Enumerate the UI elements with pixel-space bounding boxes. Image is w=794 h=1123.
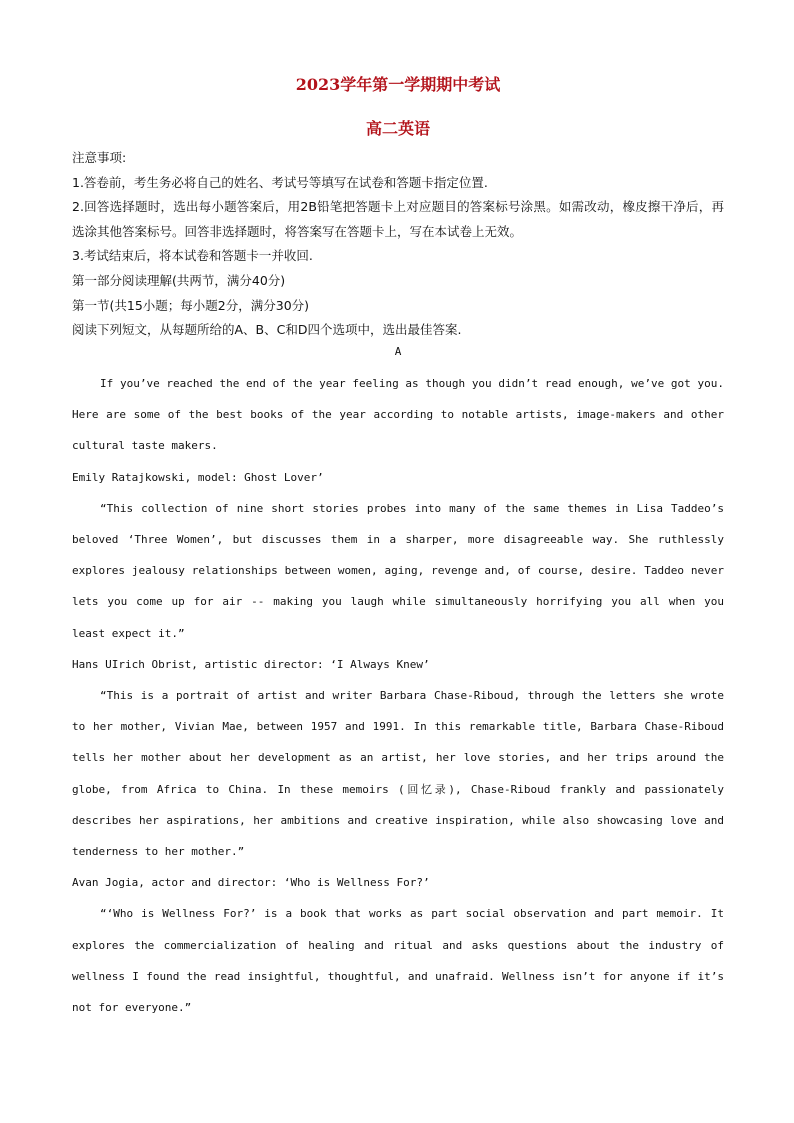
exam-subject: 高二英语 xyxy=(365,119,430,138)
reviewer-line: Avan Jogia, actor and director: ‘Who is Wellness For?’ xyxy=(72,876,430,890)
instruction-item: 1.答卷前，考生务必将自己的姓名、考试号等填写在试卷和答题卡指定位置. xyxy=(72,174,488,190)
passage-body xyxy=(72,368,724,1023)
review-quote: “This is a portrait of artist and writer Barbara Chase-Riboud, through the letters she wrote to her mother, Vivian Mae, between 1957 and 1991. In this remarkable title, Barbara Chase-Riboud tells her mother about her development as an artist, her love stories, and her trips around the globe, from Africa to China. In these memoirs (回忆录), Chase-Riboud frankly and passionately describes her aspirations, her ambitions and creative inspiration, while also showcasing love and tenderness to her mother.” xyxy=(72,689,724,859)
section-heading: 第一节(共15小题；每小题2分，满分30分) xyxy=(72,297,310,313)
reading-direction: 阅读下列短文，从每题所给的A、B、C和D四个选项中，选出最佳答案. xyxy=(72,322,462,338)
instructions-heading: 注意事项: xyxy=(72,150,127,165)
part-heading: 第一部分阅读理解(共两节，满分40分) xyxy=(72,272,286,288)
instruction-item: 2.回答选择题时，选出每小题答案后，用2B铅笔把答题卡上对应题目的答案标号涂黑。如需改动，橡皮擦干净后，再选涂其他答案标号。回答非选择题时，将答案写在答题卡上，写在本试卷上无效。 xyxy=(72,199,724,239)
exam-title: 2023学年第一学期期中考试 xyxy=(295,75,501,94)
reviewer-line: Hans UIrich Obrist, artistic director: ‘I Always Knew’ xyxy=(72,657,430,671)
review-quote: “‘Who is Wellness For?’ is a book that works as part social observation and part memoir. It explores the commercialization of healing and ritual and asks questions about the industry of wellness I found the read insightful, thoughtful, and unafraid. Wellness isn’t for anyone if it’s not for everyone.” xyxy=(72,907,724,1015)
review-quote: “This collection of nine short stories probes into many of the same themes in Lisa Taddeo’s beloved ‘Three Women’, but discusses them in a sharper, more disagreeable way. She ruthlessly explores jealousy relationships between women, aging, revenge and, of course, desire. Taddeo never lets you come up for air -- making you laugh while simultaneously horrifying you all when you least expect it.” xyxy=(72,501,724,640)
reviewer-line: Emily Ratajkowski, model: Ghost Lover’ xyxy=(72,470,324,484)
instructions-block xyxy=(72,146,724,343)
instruction-item: 3.考试结束后，将本试卷和答题卡一并收回. xyxy=(72,248,313,264)
passage-intro: If you’ve reached the end of the year feeling as though you didn’t read enough, we’ve got you. Here are some of the best books of the year according to notable artists, image-makers and other cultural taste makers. xyxy=(72,377,724,453)
passage-label: A xyxy=(394,345,402,358)
